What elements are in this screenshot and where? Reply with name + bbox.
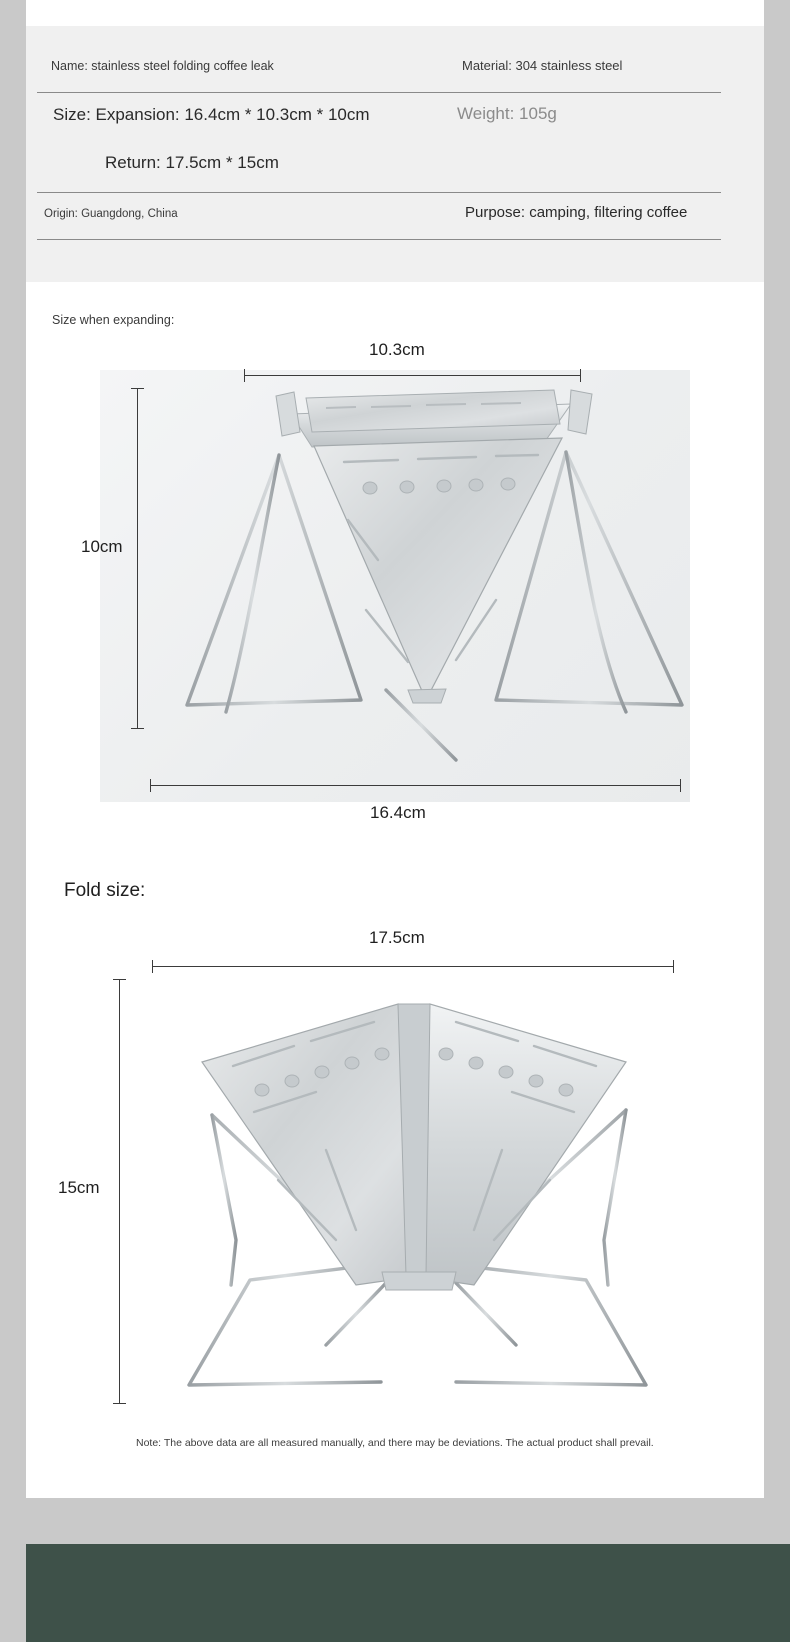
- fold-section-label: Fold size:: [64, 880, 146, 901]
- expanding-section-label: Size when expanding:: [52, 313, 175, 327]
- spec-material: Material: 304 stainless steel: [462, 58, 623, 73]
- spec-origin: Origin: Guangdong, China: [44, 208, 178, 220]
- spec-name: Name: stainless steel folding coffee leak: [51, 59, 274, 73]
- dim-tick: [680, 779, 681, 792]
- dim-tick: [580, 369, 581, 382]
- dim-expanded-width-bottom: 16.4cm: [370, 803, 426, 822]
- bottom-green-band: [0, 1544, 790, 1642]
- dim-folded-height: 15cm: [58, 1178, 100, 1197]
- spec-purpose: Purpose: camping, filtering coffee: [465, 204, 688, 221]
- dim-tick: [673, 960, 674, 973]
- dim-tick: [244, 369, 245, 382]
- dim-expanded-width-top: 10.3cm: [369, 340, 425, 359]
- dim-tick: [113, 979, 126, 980]
- page-content: [26, 0, 764, 1642]
- bottom-left-corner-band: [0, 1544, 26, 1642]
- dim-line-folded-top: [152, 966, 673, 967]
- dim-expanded-height: 10cm: [81, 537, 123, 556]
- bottom-grey-band: [0, 1498, 790, 1544]
- spec-size: Size: Expansion: 16.4cm * 10.3cm * 10cm: [53, 105, 370, 124]
- dim-line-expanded-bottom: [150, 785, 680, 786]
- dim-line-folded-height: [119, 979, 120, 1403]
- measurement-note: Note: The above data are all measured manually, and there may be deviations. The actual product shall prevail.: [136, 1437, 654, 1449]
- dim-tick: [150, 779, 151, 792]
- dim-tick: [152, 960, 153, 973]
- spec-return: Return: 17.5cm * 15cm: [105, 153, 279, 172]
- right-border-band: [764, 0, 790, 1642]
- left-border-band: [0, 0, 26, 1642]
- spec-weight: Weight: 105g: [457, 104, 557, 123]
- dim-line-expanded-top: [244, 375, 580, 376]
- dim-tick: [113, 1403, 126, 1404]
- dim-line-expanded-height: [137, 388, 138, 728]
- dim-tick: [131, 388, 144, 389]
- dim-tick: [131, 728, 144, 729]
- dim-folded-width: 17.5cm: [369, 928, 425, 947]
